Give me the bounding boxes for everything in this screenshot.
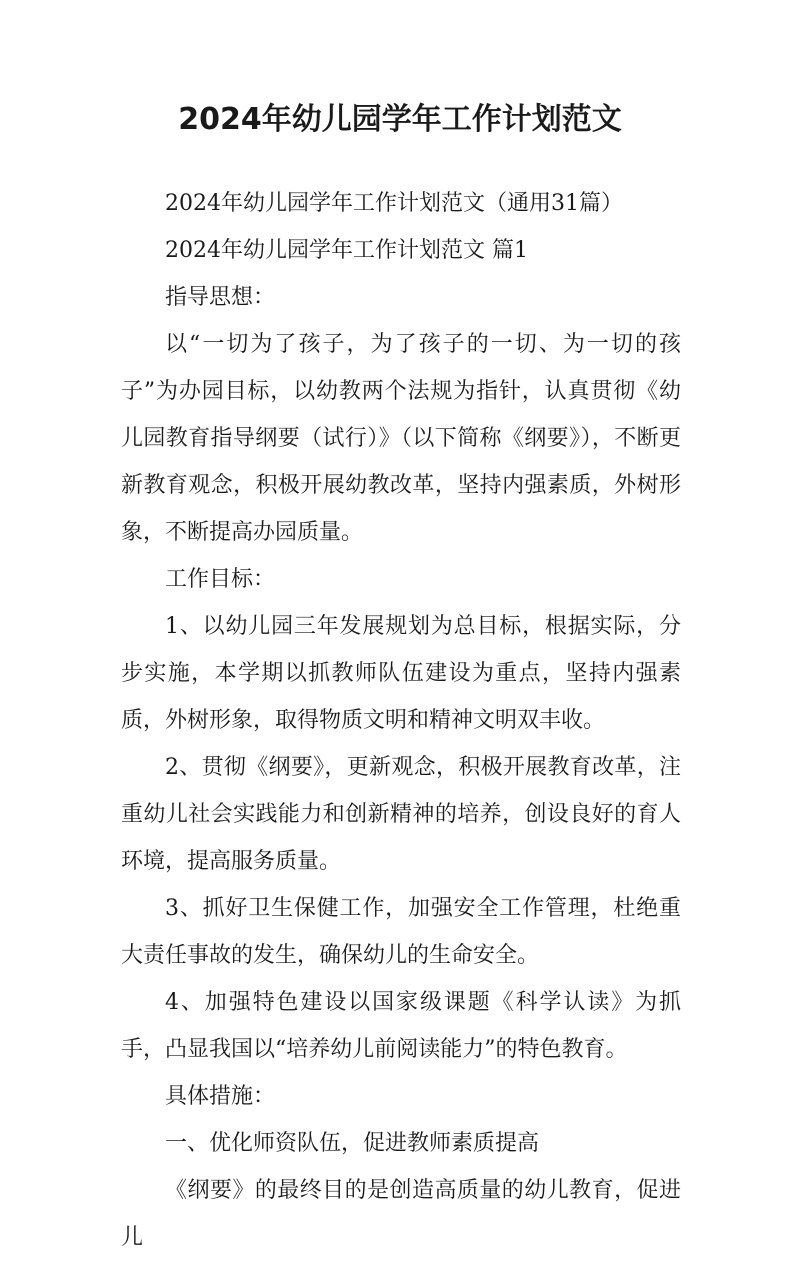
document-body — [121, 180, 681, 1261]
goal-item-1: 1、以幼儿园三年发展规划为总目标，根据实际，分步实施，本学期以抓教师队伍建设为重点，坚持内强素质，外树形象，取得物质文明和精神文明双丰收。 — [121, 614, 681, 733]
subtitle-paragraph: 2024年幼儿园学年工作计划范文（通用31篇） — [165, 191, 623, 216]
document-title: 2024年幼儿园学年工作计划范文 — [178, 102, 622, 137]
guiding-ideology-heading: 指导思想： — [165, 285, 276, 310]
measure-item-1-heading: 一、优化师资队伍，促进教师素质提高 — [165, 1131, 540, 1156]
goal-item-3: 3、抓好卫生保健工作，加强安全工作管理，杜绝重大责任事故的发生，确保幼儿的生命安全。 — [121, 896, 681, 968]
goal-item-2: 2、贯彻《纲要》，更新观念，积极开展教育改革，注重幼儿社会实践能力和创新精神的培养，创设良好的育人环境，提高服务质量。 — [121, 755, 681, 874]
section-heading-paragraph: 2024年幼儿园学年工作计划范文 篇1 — [165, 238, 528, 263]
guiding-ideology-paragraph: 以“一切为了孩子，为了孩子的一切、为一切的孩子”为办园目标，以幼教两个法规为指针，认真贯彻《幼儿园教育指导纲要（试行）》（以下简称《纲要》），不断更新教育观念，积极开展幼教改革，坚持内强素质，外树形象，不断提高办园质量。 — [121, 332, 681, 545]
work-goals-heading: 工作目标： — [165, 567, 276, 592]
goal-item-4: 4、加强特色建设以国家级课题《科学认读》为抓手，凸显我国以“培养幼儿前阅读能力”的特色教育。 — [121, 990, 681, 1062]
measures-heading: 具体措施： — [165, 1084, 276, 1109]
measure-item-1-paragraph: 《纲要》的最终目的是创造高质量的幼儿教育，促进儿 — [121, 1178, 681, 1250]
